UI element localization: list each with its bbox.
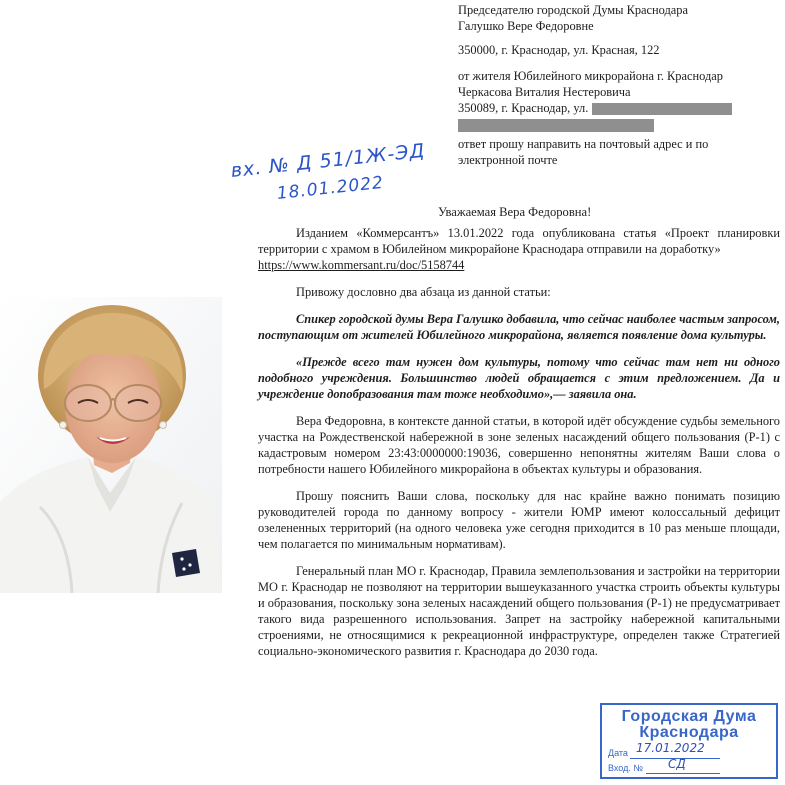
portrait-photo (0, 297, 222, 593)
address-block (458, 2, 778, 168)
quote-1: Спикер городской думы Вера Галушко добавила, что сейчас наиболее частым запросом, поступающим от жителей Юбилейного микрорайона, является появление дома культуры. (258, 312, 780, 342)
registration-date: 18.01.2022 (275, 172, 385, 204)
stamp-number-value: СД (668, 757, 686, 771)
addressee-line-2: Галушко Вере Федоровне (458, 19, 594, 33)
sender-line-5: электронной почте (458, 153, 558, 167)
paragraph-3: Вера Федоровна, в контексте данной статьи, в которой идёт обсуждение судьбы земельного участка на Рождественской набережной в зоне зеленых насаждений общего пользования (Р-1) с кадастровым номером 23:43:0000000:19036, совершенно непонятны жителям Ваши слова о потребности нашего Юбилейного микрорайона в объектах культуры и образования. (258, 414, 780, 476)
sender-line-3: 350089, г. Краснодар, ул. (458, 101, 589, 115)
article-link: https://www.kommersant.ru/doc/5158744 (258, 258, 465, 272)
stamp-title-2: Краснодара (639, 724, 739, 741)
sender-line-2: Черкасова Виталия Нестеровича (458, 85, 631, 99)
handwritten-registration (229, 139, 427, 204)
stamp-title-1: Городская Дума (621, 708, 757, 725)
registration-number: вх. № Д 51/1Ж-ЭД (229, 139, 427, 182)
addressee-line-3: 350000, г. Краснодар, ул. Красная, 122 (458, 43, 660, 57)
paragraph-1: Изданием «Коммерсантъ» 13.01.2022 года опубликована статья «Проект планировки территории с храмом в Юбилейном микрорайоне Краснодара отправили на доработку» (258, 226, 780, 256)
stamp-date-value: 17.01.2022 (636, 741, 705, 755)
sender-line-1: от жителя Юбилейного микрорайона г. Краснодар (458, 69, 723, 83)
paragraph-5: Генеральный план МО г. Краснодар, Правила землепользования и застройки на территории МО г. Краснодар не позволяют на территории вышеуказанного участка строить объекты культуры и образования, поскольку зона зеленых насаждений общего пользования (Р-1) не предусматривает такого вида разрешенного использования. Запрет на застройку набережной капитальными строениями, не относящимися к рекреационной инфраструктуре, определен также Стратегией социально-экономического развития г. Краснодара до 2030 года. (258, 564, 780, 658)
addressee-line-1: Председателю городской Думы Краснодара (458, 3, 688, 17)
salutation: Уважаемая Вера Федоровна! (438, 205, 592, 219)
quote-2: «Прежде всего там нужен дом культуры, потому что сейчас там нет ни одного подобного учреждения. Большинство людей обращается с этим предложением. Да и учреждение допобразования там тоже необходимо»,— заявила она. (258, 355, 780, 401)
registration-stamp (600, 703, 778, 779)
redacted-street (592, 103, 732, 115)
paragraph-2: Привожу дословно два абзаца из данной статьи: (296, 285, 551, 299)
stamp-date-label: Дата (608, 748, 628, 758)
letter-body (258, 225, 780, 665)
paragraph-4: Прошу пояснить Ваши слова, поскольку для нас крайне важно понимать позицию руководителей города по данному вопросу - жители ЮМР имеют колоссальный дефицит озелененных территорий (на одного человека уже сегодня приходится в 10 раз меньше площади, чем полагается по минимальным нормативам). (258, 489, 780, 551)
sender-line-4: ответ прошу направить на почтовый адрес и по (458, 137, 709, 151)
stamp-number-label: Вход. № (608, 763, 644, 773)
redacted-line (458, 119, 654, 132)
